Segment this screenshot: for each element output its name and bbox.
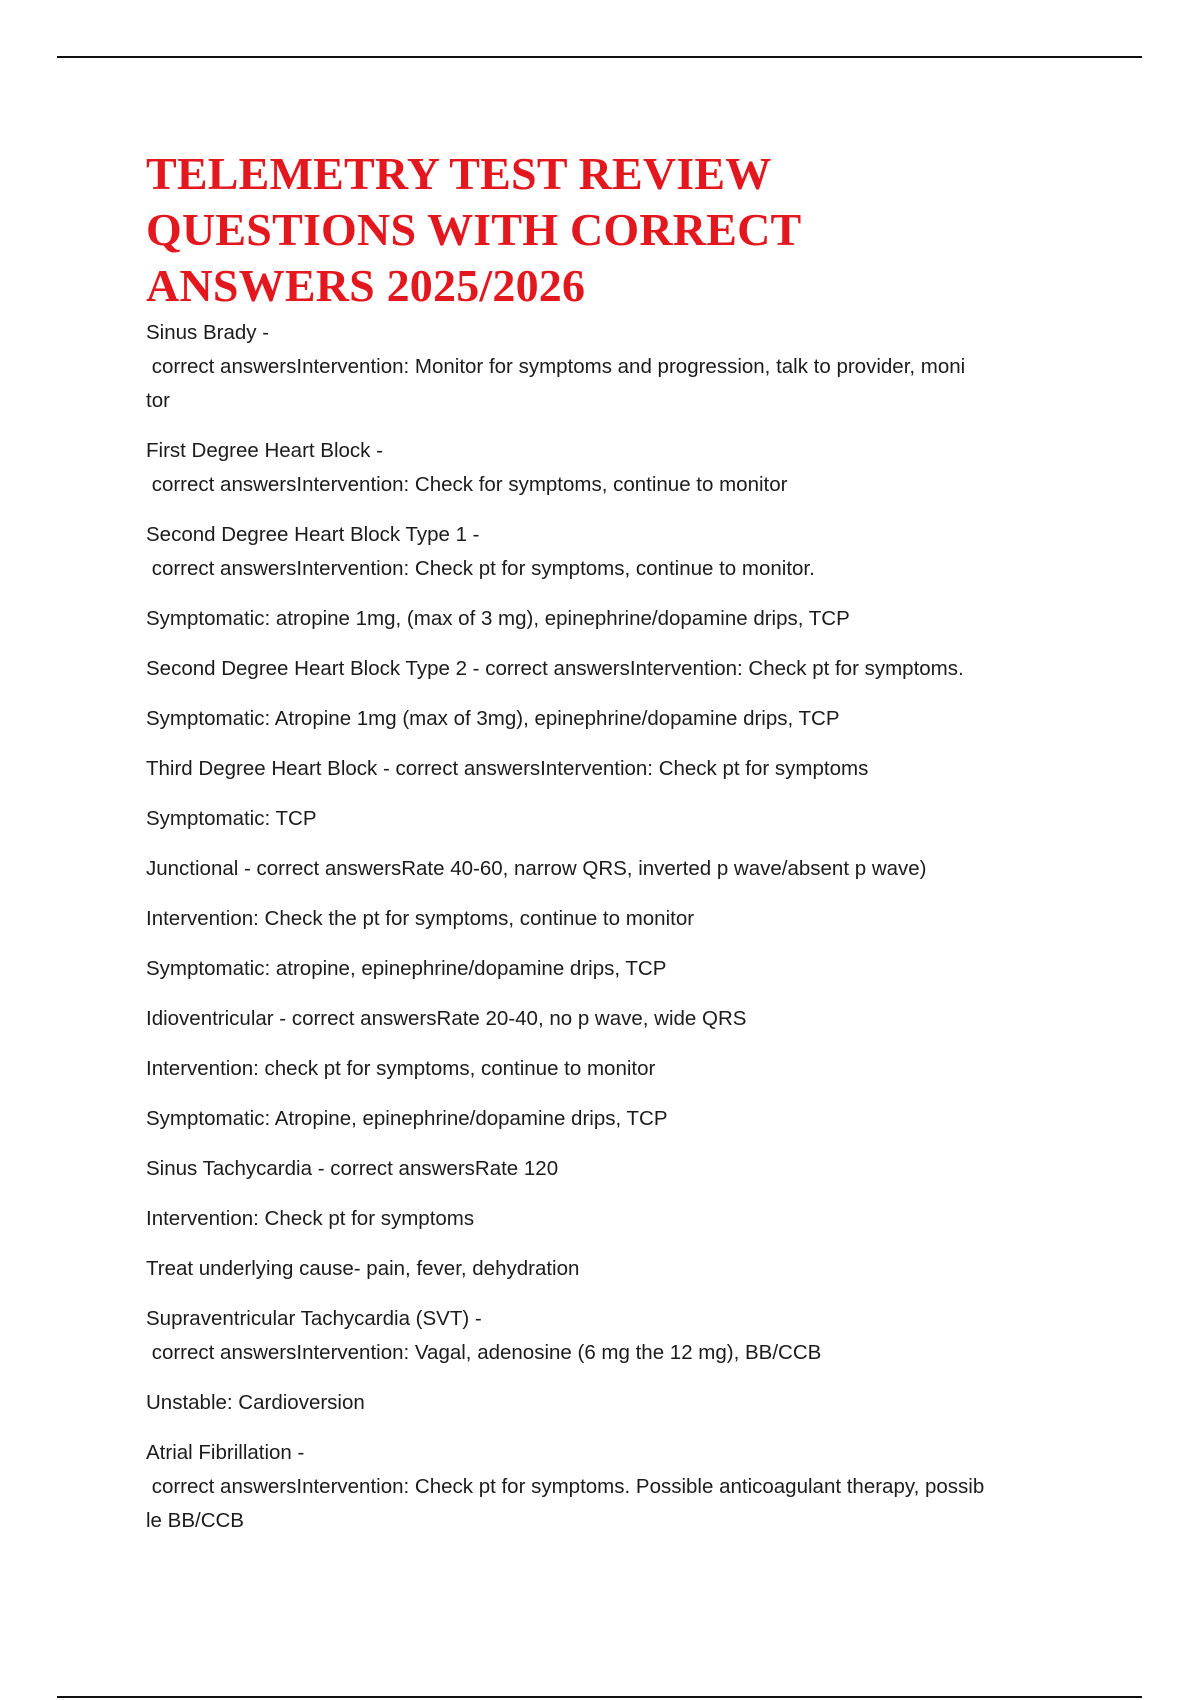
- qa-paragraph: [146, 1302, 1056, 1370]
- qa-paragraph: [146, 1052, 1056, 1086]
- qa-paragraph: [146, 702, 1056, 736]
- qa-paragraph: [146, 1386, 1056, 1420]
- paragraph-line: Second Degree Heart Block Type 1 -: [146, 523, 480, 546]
- qa-paragraph: [146, 1102, 1056, 1136]
- paragraph-line: correct answersIntervention: Monitor for symptoms and progression, talk to provider, moni: [146, 355, 966, 378]
- qa-paragraph: [146, 852, 1056, 886]
- paragraph-line: First Degree Heart Block -: [146, 439, 383, 462]
- qa-paragraph: [146, 1152, 1056, 1186]
- paragraph-line: tor: [146, 389, 170, 412]
- paragraph-line: Idioventricular - correct answersRate 20-40, no p wave, wide QRS: [146, 1007, 747, 1030]
- qa-paragraph: [146, 1002, 1056, 1036]
- paragraph-line: Intervention: Check the pt for symptoms, continue to monitor: [146, 907, 695, 930]
- paragraph-line: Symptomatic: atropine, epinephrine/dopamine drips, TCP: [146, 957, 667, 980]
- qa-paragraph: [146, 316, 1056, 418]
- paragraph-line: Sinus Tachycardia - correct answersRate 120: [146, 1157, 559, 1180]
- paragraph-line: Sinus Brady -: [146, 321, 270, 344]
- title-line: TELEMETRY TEST REVIEW: [146, 148, 772, 199]
- paragraph-line: correct answersIntervention: Vagal, adenosine (6 mg the 12 mg), BB/CCB: [146, 1341, 822, 1364]
- paragraph-line: Atrial Fibrillation -: [146, 1441, 305, 1464]
- qa-paragraph: [146, 434, 1056, 502]
- paragraph-line: Symptomatic: Atropine 1mg (max of 3mg), epinephrine/dopamine drips, TCP: [146, 707, 840, 730]
- title-line: ANSWERS 2025/2026: [146, 260, 586, 311]
- paragraph-line: Supraventricular Tachycardia (SVT) -: [146, 1307, 482, 1330]
- paragraph-line: Intervention: Check pt for symptoms: [146, 1207, 475, 1230]
- title-line: QUESTIONS WITH CORRECT: [146, 204, 802, 255]
- paragraph-line: correct answersIntervention: Check for symptoms, continue to monitor: [146, 473, 788, 496]
- qa-paragraph: [146, 652, 1056, 686]
- paragraph-line: correct answersIntervention: Check pt for symptoms, continue to monitor.: [146, 557, 815, 580]
- paragraph-line: Treat underlying cause- pain, fever, dehydration: [146, 1257, 580, 1280]
- document-title: [146, 146, 1056, 314]
- paragraph-line: correct answersIntervention: Check pt for symptoms. Possible anticoagulant therapy, possib: [146, 1475, 985, 1498]
- qa-paragraph: [146, 902, 1056, 936]
- top-rule: [57, 56, 1142, 58]
- qa-paragraph: [146, 1202, 1056, 1236]
- paragraph-line: Second Degree Heart Block Type 2 - correct answersIntervention: Check pt for symptoms.: [146, 657, 964, 680]
- bottom-rule: [57, 1696, 1142, 1698]
- qa-paragraph: [146, 602, 1056, 636]
- qa-paragraph: [146, 802, 1056, 836]
- paragraph-line: Symptomatic: atropine 1mg, (max of 3 mg), epinephrine/dopamine drips, TCP: [146, 607, 850, 630]
- paragraph-line: Junctional - correct answersRate 40-60, narrow QRS, inverted p wave/absent p wave): [146, 857, 927, 880]
- paragraph-line: Intervention: check pt for symptoms, continue to monitor: [146, 1057, 656, 1080]
- paragraph-line: Unstable: Cardioversion: [146, 1391, 365, 1414]
- qa-paragraph: [146, 1252, 1056, 1286]
- paragraph-line: Third Degree Heart Block - correct answersIntervention: Check pt for symptoms: [146, 757, 869, 780]
- qa-paragraph: [146, 518, 1056, 586]
- document-body: [146, 316, 1056, 1538]
- document-page: [146, 146, 1056, 1554]
- paragraph-line: Symptomatic: Atropine, epinephrine/dopamine drips, TCP: [146, 1107, 668, 1130]
- qa-paragraph: [146, 952, 1056, 986]
- qa-paragraph: [146, 1436, 1056, 1538]
- paragraph-line: le BB/CCB: [146, 1509, 244, 1532]
- qa-paragraph: [146, 752, 1056, 786]
- paragraph-line: Symptomatic: TCP: [146, 807, 317, 830]
